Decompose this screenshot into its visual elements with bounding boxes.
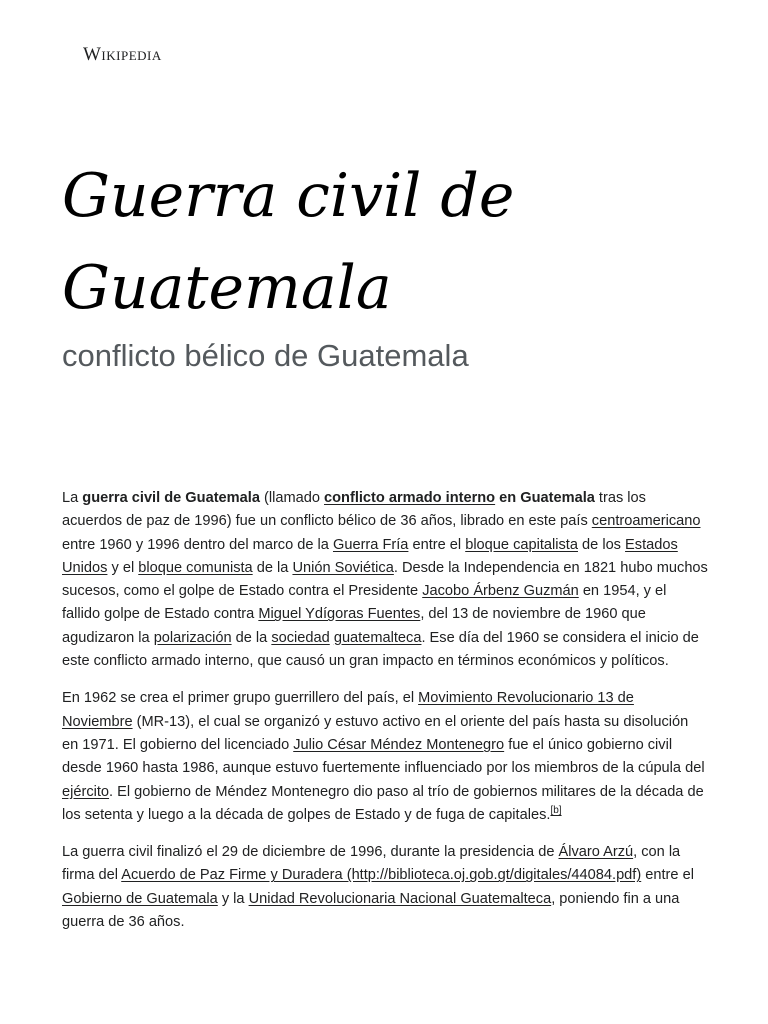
text: tras los acuerdos de paz de 1996) fue un conflicto bélico de 36 años, librado en este país [62,490,646,530]
link-bloque-capitalista[interactable]: bloque capitalista [465,536,578,553]
link-estados-unidos[interactable]: Estados Unidos [62,536,678,576]
link-bloque-comunista[interactable]: bloque comunista [138,559,253,576]
link-julio-cesar-mendez[interactable]: Julio César Méndez Montenegro [293,736,505,753]
page-subtitle: conflicto bélico de Guatemala [62,338,469,373]
text: La [62,490,83,506]
text: de los [577,536,626,553]
link-ejercito[interactable]: ejército [62,783,110,800]
text: . El gobierno de Méndez Montenegro dio paso al trío de gobiernos militares de la década de los setenta y luego a la década de golpes de Estado y de fuga de capitales. [62,783,704,823]
link-urng[interactable]: Unidad Revolucionaria Nacional Guatemalteca [248,890,552,907]
text: La guerra civil finalizó el 29 de diciembre de 1996, durante la presidencia de [62,844,559,861]
link-guatemalteca[interactable]: guatemalteca [333,629,422,646]
link-conflicto-armado[interactable]: conflicto armado interno [324,490,496,506]
text: . Desde la Independencia en 1821 hubo muchos sucesos, como el golpe de Estado contra el Presidente [62,559,708,600]
link-miguel-ydigoras[interactable]: Miguel Ydígoras Fuentes [258,606,421,623]
text: . Ese día del 1960 se considera el inicio de este conflicto armado interno, que causó un gran impacto en términos económicos y políticos. [62,629,699,670]
link-mr13[interactable]: Movimiento Revolucionario 13 de Noviembre [62,690,634,730]
footnote-link[interactable]: [b] [550,805,562,816]
text: (MR-13), el cual se organizó y estuvo activo en el oriente del país hasta su disolución en 1971. El gobierno del licenciado [62,713,689,753]
bold-term: guerra civil de Guatemala [82,490,260,506]
text: y el [107,559,139,576]
text: fue el único gobierno civil desde 1960 hasta 1986, aunque estuvo fuertemente influenciado por los miembros de la cúpula del [62,736,705,777]
text: entre el [641,867,694,884]
text: entre el [408,536,466,553]
text: de la [252,559,293,576]
link-sociedad[interactable]: sociedad [271,629,330,646]
text: , con la firma del [62,844,681,884]
wikipedia-logo[interactable]: Wikipedia [83,44,162,65]
text: de la [231,629,272,646]
text: , poniendo fin a una guerra de 36 años. [62,890,680,931]
link-centroamericano[interactable]: centroamericano [591,513,701,530]
article-body [62,487,708,948]
link-gobierno-guatemala[interactable]: Gobierno de Guatemala [62,890,218,907]
link-guerra-fria[interactable]: Guerra Fría [332,536,409,553]
text: En 1962 se crea el primer grupo guerrillero del país, el [62,690,419,707]
link-polarizacion[interactable]: polarización [153,629,232,646]
paragraph-fin [62,841,708,934]
paragraph-mr13 [62,687,708,827]
link-acuerdo-paz[interactable]: Acuerdo de Paz Firme y Duradera (http://biblioteca.oj.gob.gt/digitales/44084.pdf) [121,867,642,884]
paragraph-intro [62,487,708,673]
link-jacobo-arbenz[interactable]: Jacobo Árbenz Guzmán [422,583,579,600]
text: y la [217,890,249,907]
text: , del 13 de noviembre de 1960 que agudizaron la [62,606,646,646]
text: entre 1960 y 1996 dentro del marco de la [62,536,333,553]
link-union-sovietica[interactable]: Unión Soviética [292,559,394,576]
text: en 1954, y el fallido golpe de Estado contra [62,583,667,623]
text: (llamado [259,490,325,506]
page-title: Guerra civil de Guatemala [62,161,515,323]
link-alvaro-arzu[interactable]: Álvaro Arzú [558,844,634,861]
bold-term: en Guatemala [495,490,595,506]
